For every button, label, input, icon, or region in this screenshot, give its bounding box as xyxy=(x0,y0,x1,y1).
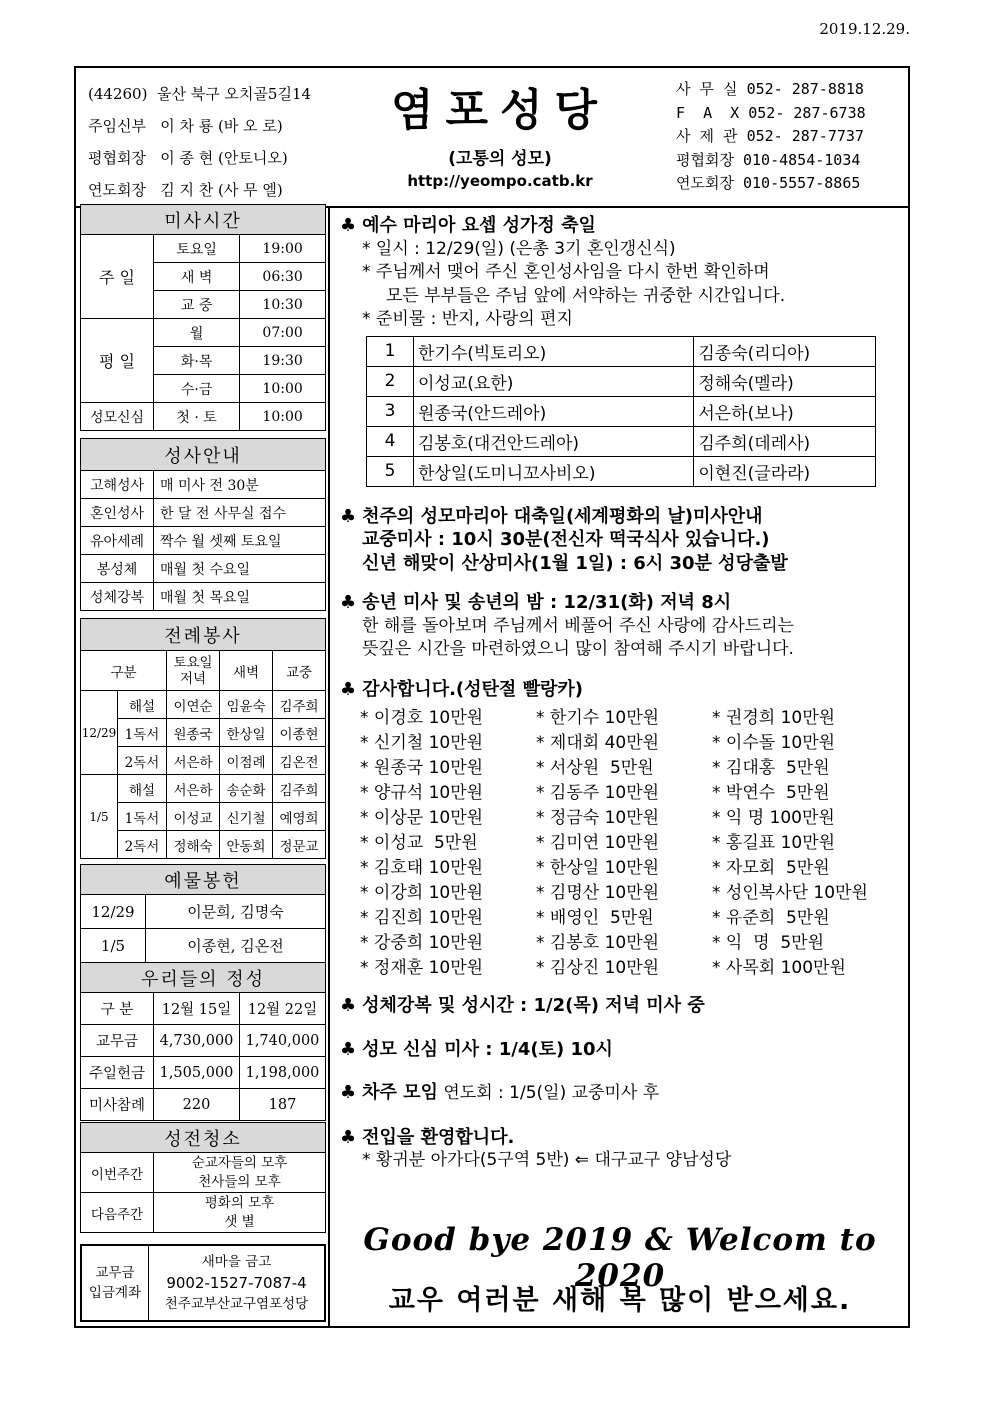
phone-office: 사 무 실 052- 287-8818 xyxy=(676,80,864,98)
time-label: 토요일 xyxy=(154,235,240,263)
section-line: 모든 부부들은 주님 앞에 서약하는 귀중한 시간입니다. xyxy=(386,285,786,306)
liturgy-role: 2독서 xyxy=(118,831,167,859)
couple-number: 2 xyxy=(367,366,414,396)
table-row xyxy=(360,928,874,953)
time-label: 첫 · 토 xyxy=(154,403,240,431)
sacrament-name: 유아세례 xyxy=(81,527,154,555)
donor: * 강중희 10만원 xyxy=(360,933,484,953)
mass-times-title: 미사시간 xyxy=(81,205,326,235)
section-title: 감사합니다.(성탄절 빨랑카) xyxy=(362,678,583,700)
donor: * 이수돌 10만원 xyxy=(712,733,836,753)
sacrament-info: 매월 첫 목요일 xyxy=(154,583,326,611)
wife-name: 서은하(보나) xyxy=(694,396,876,426)
donor: * 김호태 10만원 xyxy=(360,858,484,878)
donor: * 양규석 10만원 xyxy=(360,783,484,803)
section-title: 송년 미사 및 송년의 밤 : 12/31(화) 저녁 8시 xyxy=(362,592,732,613)
section-title: 차주 모임 xyxy=(362,1082,438,1103)
table-row xyxy=(360,903,874,928)
time-value: 06:30 xyxy=(240,263,326,291)
club-icon: ♣ xyxy=(340,678,357,700)
column-divider xyxy=(328,206,330,1328)
weekday-label: 평 일 xyxy=(81,319,154,403)
donor: * 익 명 100만원 xyxy=(712,808,835,828)
donor: * 배영인 5만원 xyxy=(536,908,654,928)
donations-value: 4,730,000 xyxy=(154,1025,240,1057)
main-column xyxy=(340,214,910,1173)
donor: * 성인복사단 10만원 xyxy=(712,883,868,903)
council-president: 평협회장 이 종 현 (안토니오) xyxy=(88,149,288,167)
section-line: * 일시 : 12/29(일) (은총 3기 혼인갱신식) xyxy=(362,238,676,259)
section-title: 전입을 환영합니다. xyxy=(362,1126,515,1148)
liturgy-person: 송순화 xyxy=(220,775,273,803)
donations-table xyxy=(80,962,326,1121)
husband-name: 이성교(요한) xyxy=(414,366,694,396)
section-line: * 황귀분 아가다(5구역 5반) ⇐ 대구교구 양남성당 xyxy=(362,1150,732,1170)
donor: * 홍길표 10만원 xyxy=(712,833,836,853)
club-icon: ♣ xyxy=(340,1082,357,1103)
liturgy-person: 안동희 xyxy=(220,831,273,859)
donor: * 김진희 10만원 xyxy=(360,908,484,928)
thanks-table xyxy=(360,703,874,978)
donor: * 서상원 5만원 xyxy=(536,758,654,778)
cleaning-week: 이번주간 xyxy=(81,1153,154,1193)
liturgy-person: 김주희 xyxy=(273,691,326,719)
liturgy-person: 정문교 xyxy=(273,831,326,859)
table-row xyxy=(360,728,874,753)
donor: * 자모회 5만원 xyxy=(712,858,830,878)
bulletin-date: 2019.12.29. xyxy=(819,20,910,38)
section-title: 천주의 성모마리아 대축일(세계평화의 날)미사안내 xyxy=(362,505,763,527)
offering-names: 이문희, 김명숙 xyxy=(146,895,326,929)
donor: * 사목회 100만원 xyxy=(712,958,846,978)
liturgy-header: 구분 xyxy=(81,651,167,691)
mary-mother-section xyxy=(340,505,910,576)
club-icon: ♣ xyxy=(340,505,357,527)
liturgy-person: 김온전 xyxy=(273,747,326,775)
cleaning-week: 다음주간 xyxy=(81,1193,154,1233)
sacrament-info: 짝수 월 셋째 토요일 xyxy=(154,527,326,555)
donor: * 김대홍 5만원 xyxy=(712,758,830,778)
time-value: 10:30 xyxy=(240,291,326,319)
benediction-section xyxy=(340,994,910,1018)
liturgy-person: 이성교 xyxy=(167,803,220,831)
time-label: 월 xyxy=(154,319,240,347)
liturgy-date: 1/5 xyxy=(81,775,118,859)
offering-table xyxy=(80,864,326,963)
wife-name: 김종숙(리디아) xyxy=(694,336,876,366)
cleaning-group: 평화의 모후 xyxy=(204,1194,275,1211)
club-icon: ♣ xyxy=(340,995,357,1016)
wife-name: 김주희(데레사) xyxy=(694,426,876,456)
donor: * 익 명 5만원 xyxy=(712,933,825,953)
address: (44260) 울산 북구 오치골5길14 xyxy=(88,85,312,103)
donations-header: 구 분 xyxy=(81,993,154,1025)
time-label: 새 벽 xyxy=(154,263,240,291)
wife-name: 이현진(글라라) xyxy=(694,456,876,486)
phone-council: 평협회장 010-4854-1034 xyxy=(676,150,861,169)
donor: * 이강희 10만원 xyxy=(360,883,484,903)
donor: * 김미연 10만원 xyxy=(536,833,660,853)
time-value: 10:00 xyxy=(240,403,326,431)
offering-date: 12/29 xyxy=(81,895,146,929)
donations-label: 교무금 xyxy=(81,1025,154,1057)
section-line: * 주님께서 맺어 주신 혼인성사임을 다시 한번 확인하며 xyxy=(362,262,770,282)
donor: * 김상진 10만원 xyxy=(536,958,660,978)
donations-value: 1,505,000 xyxy=(154,1057,240,1089)
table-row xyxy=(367,426,876,456)
donations-value: 1,198,000 xyxy=(240,1057,326,1089)
new-year-greeting: 교우 여러분 새해 복 많이 받으세요. xyxy=(388,1285,852,1316)
table-row xyxy=(360,953,874,978)
donor: * 원종국 10만원 xyxy=(360,758,484,778)
account-table xyxy=(80,1244,326,1322)
donor: * 한상일 10만원 xyxy=(536,858,660,878)
couples-table xyxy=(366,336,876,487)
sacrament-info: 매 미사 전 30분 xyxy=(154,471,326,499)
mass-times-table xyxy=(80,204,326,431)
parish-title: 염포성당 xyxy=(390,85,609,136)
donor: * 권경희 10만원 xyxy=(712,708,836,728)
section-line: 신년 해맞이 산상미사(1월 1일) : 6시 30분 성당출발 xyxy=(362,552,788,574)
section-title: 예수 마리아 요셉 성가정 축일 xyxy=(362,215,596,236)
donations-title: 우리들의 정성 xyxy=(81,963,326,993)
club-icon: ♣ xyxy=(340,1126,357,1148)
liturgy-person: 서은하 xyxy=(167,775,220,803)
club-icon: ♣ xyxy=(340,1038,357,1060)
donor: * 박연수 5만원 xyxy=(712,783,830,803)
liturgy-header: 새벽 xyxy=(220,651,273,691)
time-value: 10:00 xyxy=(240,375,326,403)
club-icon: ♣ xyxy=(340,592,357,613)
donor: * 김명산 10만원 xyxy=(536,883,660,903)
sacrament-info: 한 달 전 사무실 접수 xyxy=(154,499,326,527)
club-icon: ♣ xyxy=(340,215,357,236)
donor: * 정재훈 10만원 xyxy=(360,958,484,978)
couple-number: 1 xyxy=(367,336,414,366)
sacrament-name: 고해성사 xyxy=(81,471,154,499)
next-meeting-section xyxy=(340,1081,910,1106)
phone-prayer-group: 연도회장 010-5557-8865 xyxy=(676,174,861,192)
cleaning-group: 천사들의 모후 xyxy=(198,1173,281,1190)
table-row xyxy=(360,778,874,803)
donor: * 김동주 10만원 xyxy=(536,783,660,803)
donor: * 김봉호 10만원 xyxy=(536,933,660,953)
liturgy-role: 해설 xyxy=(118,691,167,719)
table-row xyxy=(367,456,876,486)
sunday-label: 주 일 xyxy=(81,235,154,319)
time-value: 19:00 xyxy=(240,235,326,263)
liturgy-role: 해설 xyxy=(118,775,167,803)
husband-name: 원종국(안드레아) xyxy=(414,396,694,426)
liturgy-role: 1독서 xyxy=(118,803,167,831)
donor: * 신기철 10만원 xyxy=(360,733,484,753)
account-label: 교무금 xyxy=(95,1265,135,1281)
liturgy-person: 임윤숙 xyxy=(220,691,273,719)
sacraments-table xyxy=(80,438,326,611)
table-row xyxy=(360,803,874,828)
section-line: 한 해를 돌아보며 주님께서 베풀어 주신 사랑에 감사드리는 xyxy=(362,615,794,636)
offering-names: 이종현, 김온전 xyxy=(146,929,326,963)
time-label: 성모신심 xyxy=(81,403,154,431)
liturgy-person: 한상일 xyxy=(220,719,273,747)
time-label: 수·금 xyxy=(154,375,240,403)
donations-label: 미사참례 xyxy=(81,1089,154,1121)
parish-subtitle: (고통의 성모) xyxy=(448,149,552,169)
donations-header: 12월 22일 xyxy=(240,993,326,1025)
donations-value: 1,740,000 xyxy=(240,1025,326,1057)
goodbye-banner: Good bye 2019 & Welcom to 2020 xyxy=(363,1222,877,1294)
section-title: 성체강복 및 성시간 : 1/2(목) 저녁 미사 중 xyxy=(362,995,705,1016)
section-title: 성모 신심 미사 : 1/4(토) 10시 xyxy=(362,1038,613,1060)
offering-date: 1/5 xyxy=(81,929,146,963)
couple-number: 3 xyxy=(367,396,414,426)
donations-value: 187 xyxy=(240,1089,326,1121)
liturgy-person: 이연순 xyxy=(167,691,220,719)
table-row xyxy=(367,366,876,396)
liturgy-header: 교중 xyxy=(273,651,326,691)
liturgy-person: 원종국 xyxy=(167,719,220,747)
donor: * 정금숙 10만원 xyxy=(536,808,660,828)
time-label: 교 중 xyxy=(154,291,240,319)
liturgy-person: 이종현 xyxy=(273,719,326,747)
sacrament-name: 성체강복 xyxy=(81,583,154,611)
section-line: * 준비물 : 반지, 사랑의 편지 xyxy=(362,309,573,329)
section-line: 연도회 : 1/5(일) 교중미사 후 xyxy=(443,1083,660,1103)
year-end-section xyxy=(340,591,910,662)
thanks-section xyxy=(340,678,910,979)
prayer-group-president: 연도회장 김 지 찬 (사 무 엘) xyxy=(88,181,283,199)
liturgy-person: 이점례 xyxy=(220,747,273,775)
section-line: 뜻깊은 시간을 마련하였으니 많이 참여해 주시기 바랍니다. xyxy=(362,639,794,659)
table-row xyxy=(367,396,876,426)
couple-number: 4 xyxy=(367,426,414,456)
header-phone-list xyxy=(676,78,866,196)
liturgy-person: 김주희 xyxy=(273,775,326,803)
liturgy-person: 예영희 xyxy=(273,803,326,831)
husband-name: 김봉호(대건안드레아) xyxy=(414,426,694,456)
header-contacts-left xyxy=(88,78,311,206)
husband-name: 한기수(빅토리오) xyxy=(414,336,694,366)
holy-family-section xyxy=(340,214,910,487)
wife-name: 정해숙(멜라) xyxy=(694,366,876,396)
cleaning-table xyxy=(80,1122,326,1233)
liturgy-role: 1독서 xyxy=(118,719,167,747)
table-row xyxy=(360,753,874,778)
donations-label: 주일헌금 xyxy=(81,1057,154,1089)
account-label: 입금계좌 xyxy=(88,1285,142,1301)
sacraments-title: 성사안내 xyxy=(81,439,326,471)
cleaning-group: 순교자들의 모후 xyxy=(191,1154,288,1171)
liturgy-date: 12/29 xyxy=(81,691,118,775)
cleaning-group: 샛 별 xyxy=(224,1213,255,1230)
table-row xyxy=(360,828,874,853)
husband-name: 한상일(도미니꼬사비오) xyxy=(414,456,694,486)
donor: * 이상문 10만원 xyxy=(360,808,484,828)
liturgy-service-table xyxy=(80,618,326,859)
sacrament-name: 봉성체 xyxy=(81,555,154,583)
couple-number: 5 xyxy=(367,456,414,486)
section-line: 교중미사 : 10시 30분(전신자 떡국식사 있습니다.) xyxy=(362,529,770,550)
sacrament-name: 혼인성사 xyxy=(81,499,154,527)
welcome-section xyxy=(340,1126,910,1173)
pastor: 주임신부 이 차 룡 (바 오 로) xyxy=(88,117,283,135)
liturgy-header: 토요일 저녁 xyxy=(167,651,220,691)
liturgy-person: 정해숙 xyxy=(167,831,220,859)
phone-fax: F A X 052- 287-6738 xyxy=(676,103,866,122)
marian-mass-section xyxy=(340,1038,910,1062)
donations-value: 220 xyxy=(154,1089,240,1121)
donations-header: 12월 15일 xyxy=(154,993,240,1025)
liturgy-title: 전례봉사 xyxy=(81,619,326,651)
cleaning-title: 성전청소 xyxy=(81,1123,326,1153)
donor: * 제대회 40만원 xyxy=(536,733,660,753)
donor: * 유준희 5만원 xyxy=(712,908,830,928)
table-row xyxy=(367,336,876,366)
liturgy-person: 서은하 xyxy=(167,747,220,775)
liturgy-role: 2독서 xyxy=(118,747,167,775)
account-bank: 새마을 금고 xyxy=(201,1253,272,1270)
time-value: 19:30 xyxy=(240,347,326,375)
table-row xyxy=(360,703,874,728)
liturgy-person: 신기철 xyxy=(220,803,273,831)
parish-url[interactable]: http://yeompo.catb.kr xyxy=(407,172,593,190)
donor: * 한기수 10만원 xyxy=(536,708,660,728)
donor: * 이성교 5만원 xyxy=(360,833,478,853)
time-label: 화·목 xyxy=(154,347,240,375)
phone-rectory: 사 제 관 052- 287-7737 xyxy=(676,127,864,145)
offering-title: 예물봉헌 xyxy=(81,865,326,895)
time-value: 07:00 xyxy=(240,319,326,347)
account-holder: 천주교부산교구염포성당 xyxy=(164,1295,309,1312)
sacrament-info: 매월 첫 수요일 xyxy=(154,555,326,583)
donor: * 이경호 10만원 xyxy=(360,708,484,728)
table-row xyxy=(360,878,874,903)
account-number: 9002-1527-7087-4 xyxy=(166,1273,307,1292)
table-row xyxy=(360,853,874,878)
